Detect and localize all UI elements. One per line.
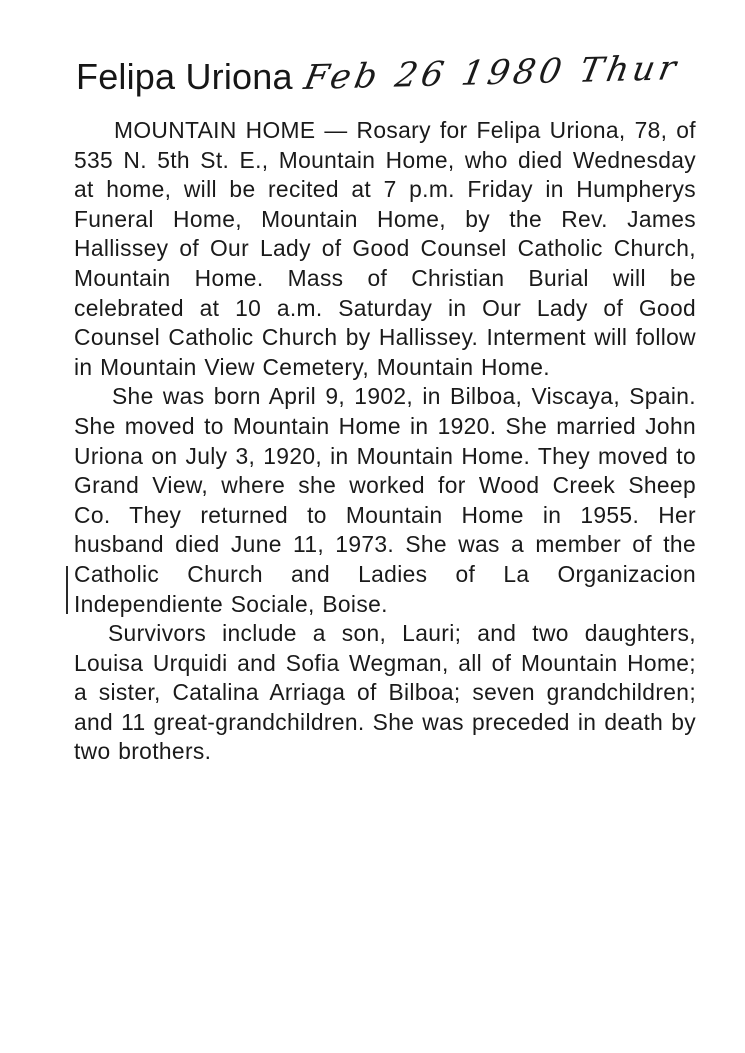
obituary-paragraph-biography: She was born April 9, 1902, in Bilboa, Viscaya, Spain. She moved to Mountain Home in 1920. She married John Uriona on July 3, 1920, in Mountain Home. They moved to Grand View, where she worked for Wood Creek Sheep Co. They returned to Mountain Home in 1955. Her husband died June 11, 1973. She was a member of the Catholic Church and Ladies of La Organizacion Independiente Sociale, Boise. bbox=[74, 383, 696, 617]
headline-row bbox=[76, 48, 736, 116]
obituary-headline: Felipa Uriona bbox=[76, 56, 293, 97]
obituary-paragraph-survivors: Survivors include a son, Lauri; and two daughters, Louisa Urquidi and Sofia Wegman, all of Mountain Home; a sister, Catalina Arriaga of Bilboa; seven grandchildren; and 11 great-grandchildren. She was preceded in death by two brothers. bbox=[74, 620, 696, 765]
obituary-paragraph-service: MOUNTAIN HOME — Rosary for Felipa Uriona, 78, of 535 N. 5th St. E., Mountain Home, who died Wednesday at home, will be recited at 7 p.m. Friday in Humpherys Funeral Home, Mountain Home, by the Rev. James Hallissey of Our Lady of Good Counsel Catholic Church, Mountain Home. Mass of Christian Burial will be celebrated at 10 a.m. Saturday in Our Lady of Good Counsel Catholic Church by Hallissey. Interment will follow in Mountain View Cemetery, Mountain Home. bbox=[74, 117, 696, 380]
obituary-body bbox=[74, 116, 696, 767]
handwritten-date: Feb 26 1980 Thur bbox=[300, 48, 683, 98]
clipping-edge-mark bbox=[66, 566, 68, 614]
